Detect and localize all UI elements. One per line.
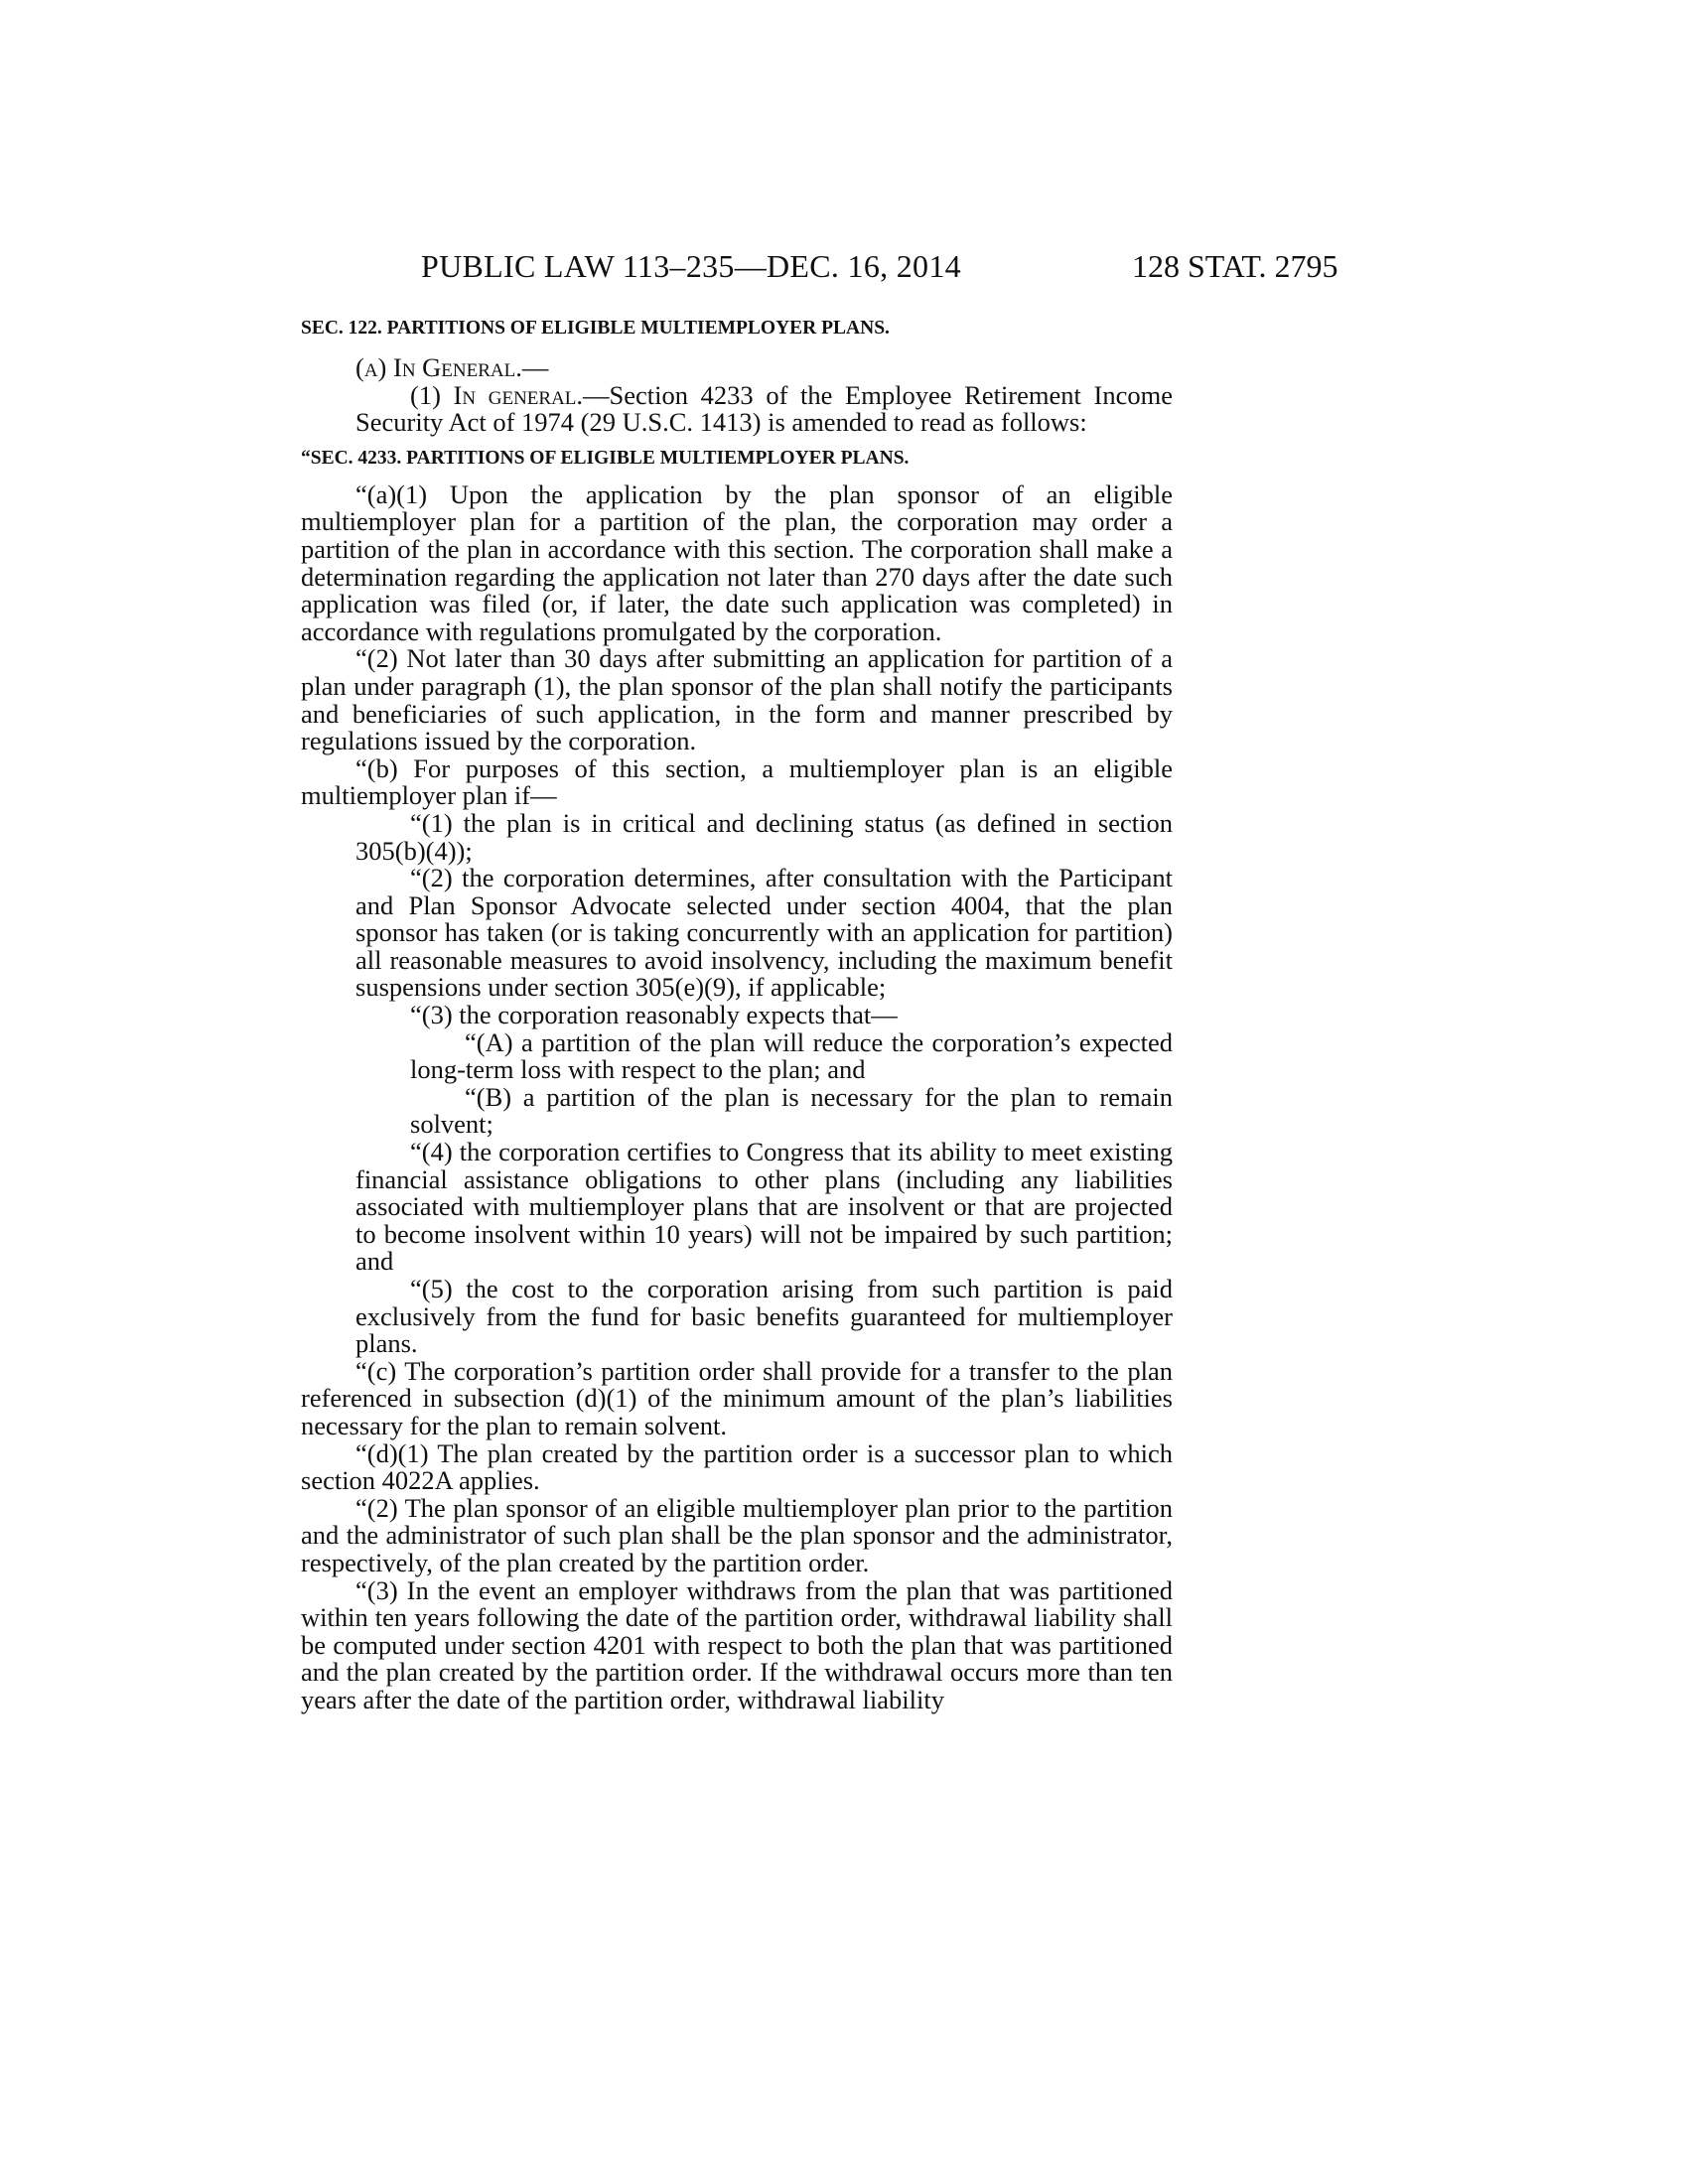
paragraph-d-1: “(d)(1) The plan created by the partition order is a successor plan to which section 4022A applies. xyxy=(301,1437,1173,1496)
page-number: 128 STAT. 2795 xyxy=(1132,248,1338,284)
subsection-a-heading xyxy=(301,354,1173,382)
subsection-a-label: (a) In General.— xyxy=(355,352,549,382)
amended-section-heading: “SEC. 4233. PARTITIONS OF ELIGIBLE MULTIEMPLOYER PLANS. xyxy=(301,447,910,469)
running-header-title: PUBLIC LAW 113–235—DEC. 16, 2014 xyxy=(421,248,961,284)
paragraph-b-3: “(3) the corporation reasonably expects that— xyxy=(410,1000,898,1030)
paragraph-c: “(c) The corporation’s partition order shall provide for a transfer to the plan referenced in subsection (d)(1) of the minimum amount of the plan’s liabilities necessary for the plan to remain solvent. xyxy=(301,1355,1173,1440)
document-body xyxy=(301,316,1173,1714)
paragraph-b-3-A: “(A) a partition of the plan will reduce the corporation’s expected long-term loss with respect to the plan; and xyxy=(410,1026,1173,1085)
paragraph-b-2: “(2) the corporation determines, after consultation with the Participant and Plan Sponsor Advocate selected under section 4004, that the plan sponsor has taken (or is taking concurrently with an application for partition) all reasonable measures to avoid insolvency, including the maximum benefit suspensions under section 305(e)(9), if applicable; xyxy=(355,863,1173,1003)
paragraph-a-2: “(2) Not later than 30 days after submitting an application for partition of a plan under paragraph (1), the plan sponsor of the plan shall notify the participants and beneficiaries of such application, in the form and manner prescribed by regulations issued by the corporation. xyxy=(301,643,1173,756)
paragraph-a1-text: —Section 4233 of the Employee Retirement Income Security Act of 1974 (29 U.S.C. 1413) is amended to read as follows: xyxy=(355,379,1173,438)
paragraph-b-4: “(4) the corporation certifies to Congress that its ability to meet existing financial assistance obligations to other plans (including any liabilities associated with multiemployer plans that are insolvent or that are projected to become insolvent within 10 years) will not be impaired by such partition; and xyxy=(355,1137,1173,1277)
section-heading: SEC. 122. PARTITIONS OF ELIGIBLE MULTIEMPLOYER PLANS. xyxy=(301,318,890,339)
paragraph-d-3: “(3) In the event an employer withdraws from the plan that was partitioned within ten years following the date of the partition order, withdrawal liability shall be computed under section 4201 with respect to both the plan that was partitioned and the plan created by the partition order. If the withdrawal occurs more than ten years after the date of the partition order, withdrawal liability xyxy=(301,1574,1173,1714)
paragraph-b-5: “(5) the cost to the corporation arising from such partition is paid exclusively from the fund for basic benefits guaranteed for multiemployer plans. xyxy=(355,1274,1173,1359)
paragraph-b-3-B: “(B) a partition of the plan is necessary for the plan to remain solvent; xyxy=(410,1081,1173,1140)
paragraph-a1-label: (1) In general. xyxy=(410,379,584,410)
paragraph-a1 xyxy=(301,379,1173,438)
paragraph-d-2: “(2) The plan sponsor of an eligible multiemployer plan prior to the partition and the administrator of such plan shall be the plan sponsor and the administrator, respectively, of the plan created by the partition order. xyxy=(301,1492,1173,1577)
paragraph-a-1: “(a)(1) Upon the application by the plan sponsor of an eligible multiemployer plan for a partition of the plan, the corporation may order a partition of the plan in accordance with this section. The corporation shall make a determination regarding the application not later than 270 days after the date such application was filed (or, if later, the date such application was completed) in accordance with regulations promulgated by the corporation. xyxy=(301,478,1173,646)
paragraph-b-1: “(1) the plan is in critical and declining status (as defined in section 305(b)(4)); xyxy=(355,807,1173,866)
paragraph-b: “(b) For purposes of this section, a multiemployer plan is an eligible multiemployer plan if— xyxy=(301,752,1173,811)
